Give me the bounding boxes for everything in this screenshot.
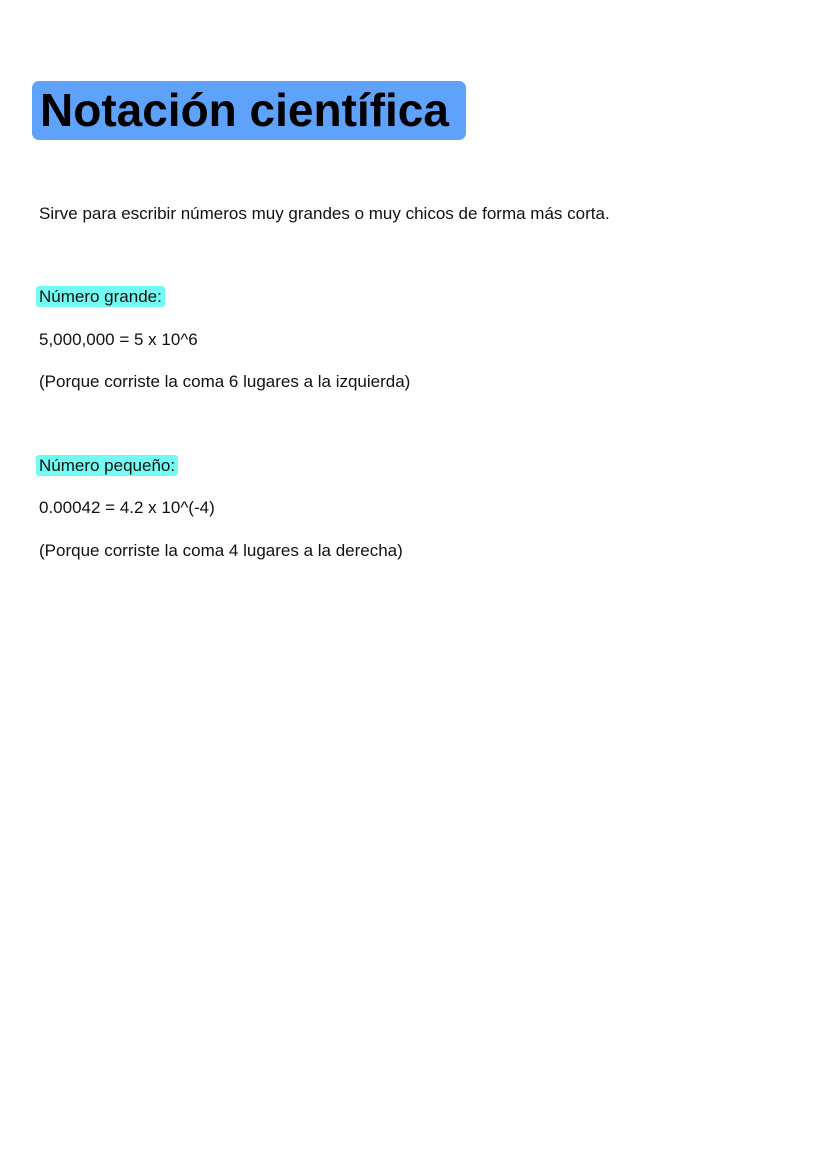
page-title: Notación científica: [32, 81, 466, 140]
explanation-small: (Porque corriste la coma 4 lugares a la derecha): [39, 541, 403, 560]
intro-text: Sirve para escribir números muy grandes o muy chicos de forma más corta.: [39, 204, 610, 223]
example-small: 0.00042 = 4.2 x 10^(-4): [39, 498, 215, 517]
section-heading-small: [39, 455, 178, 477]
highlighted-heading: Número pequeño:: [36, 455, 178, 476]
highlighted-heading: Número grande:: [36, 286, 165, 307]
section-heading-large: [39, 286, 165, 308]
explanation-large: (Porque corriste la coma 6 lugares a la izquierda): [39, 372, 411, 391]
example-large: 5,000,000 = 5 x 10^6: [39, 330, 198, 349]
